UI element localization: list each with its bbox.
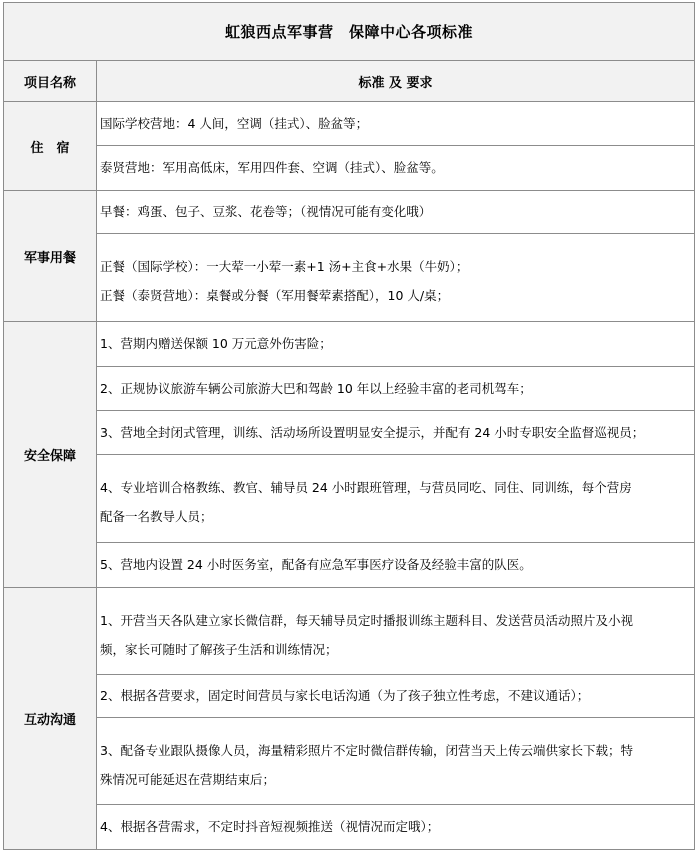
- list-item: [97, 411, 694, 455]
- header-item-name: 项目名称: [4, 61, 97, 102]
- header-standards: 标准 及 要求: [97, 61, 695, 102]
- item-text: 2、根据各营要求，固定时间营员与家长电话沟通（为了孩子独立性考虑，不建议通话）；: [100, 688, 590, 703]
- list-item: [97, 455, 694, 543]
- list-item: [97, 805, 694, 849]
- section-content: [97, 322, 695, 588]
- item-text: 早餐：鸡蛋、包子、豆浆、花卷等；（视情况可能有变化哦）: [100, 204, 432, 219]
- item-text: 正餐（国际学校）：一大荤一小荤一素+1 汤+主食+水果（牛奶）；: [100, 259, 469, 274]
- section-content: [97, 191, 695, 322]
- item-text: 3、配备专业跟队摄像人员，海量精彩照片不定时微信群传输，闭营当天上传云端供家长下载；特: [100, 742, 633, 758]
- item-text: 泰贤营地：军用高低床，军用四件套、空调（挂式）、脸盆等。: [100, 160, 444, 175]
- category-communication: 互动沟通: [4, 588, 97, 850]
- item-text: 正餐（泰贤营地）：桌餐或分餐（军用餐荤素搭配），10 人/桌；: [100, 288, 450, 303]
- item-text: 1、开营当天各队建立家长微信群，每天辅导员定时播报训练主题科目、发送营员活动照片及小视: [100, 612, 633, 628]
- list-item: [97, 234, 694, 321]
- item-text: 5、营地内设置 24 小时医务室，配备有应急军事医疗设备及经验丰富的队医。: [100, 557, 532, 572]
- item-text: 频，家长可随时了解孩子生活和训练情况；: [100, 641, 338, 657]
- list-item: [97, 191, 694, 234]
- item-text: 1、营期内赠送保额 10 万元意外伤害险；: [100, 336, 332, 351]
- list-item: [97, 322, 694, 367]
- section-content: [97, 102, 695, 191]
- list-item: [97, 718, 694, 805]
- item-text: 配备一名教导人员；: [100, 509, 213, 524]
- item-text: 4、根据各营需求，不定时抖音短视频推送（视情况而定哦）；: [100, 819, 440, 834]
- item-text: 殊情况可能延迟在营期结束后；: [100, 771, 276, 787]
- item-text: 3、营地全封闭式管理，训练、活动场所设置明显安全提示，并配有 24 小时专职安全监督巡视员；: [100, 424, 645, 440]
- category-safety: 安全保障: [4, 322, 97, 588]
- item-text: 2、正规协议旅游车辆公司旅游大巴和驾龄 10 年以上经验丰富的老司机驾车；: [100, 380, 532, 396]
- section-row-dining: [4, 191, 695, 322]
- list-item: [97, 367, 694, 411]
- section-row-communication: [4, 588, 695, 850]
- list-item: [97, 588, 694, 675]
- category-dining: 军事用餐: [4, 191, 97, 322]
- list-item: [97, 675, 694, 718]
- section-content: [97, 588, 695, 850]
- table-title: 虹狼西点军事营 保障中心各项标准: [4, 3, 695, 61]
- list-item: [97, 543, 694, 587]
- list-item: [97, 146, 694, 190]
- section-row-accommodation: [4, 102, 695, 191]
- item-text: 4、专业培训合格教练、教官、辅导员 24 小时跟班管理，与营员同吃、同住、同训练，每个营房: [100, 480, 632, 495]
- item-text: 国际学校营地：4 人间，空调（挂式）、脸盆等；: [100, 115, 369, 131]
- standards-table: [3, 2, 695, 850]
- list-item: [97, 102, 694, 146]
- section-row-safety: [4, 322, 695, 588]
- category-accommodation: 住 宿: [4, 102, 97, 191]
